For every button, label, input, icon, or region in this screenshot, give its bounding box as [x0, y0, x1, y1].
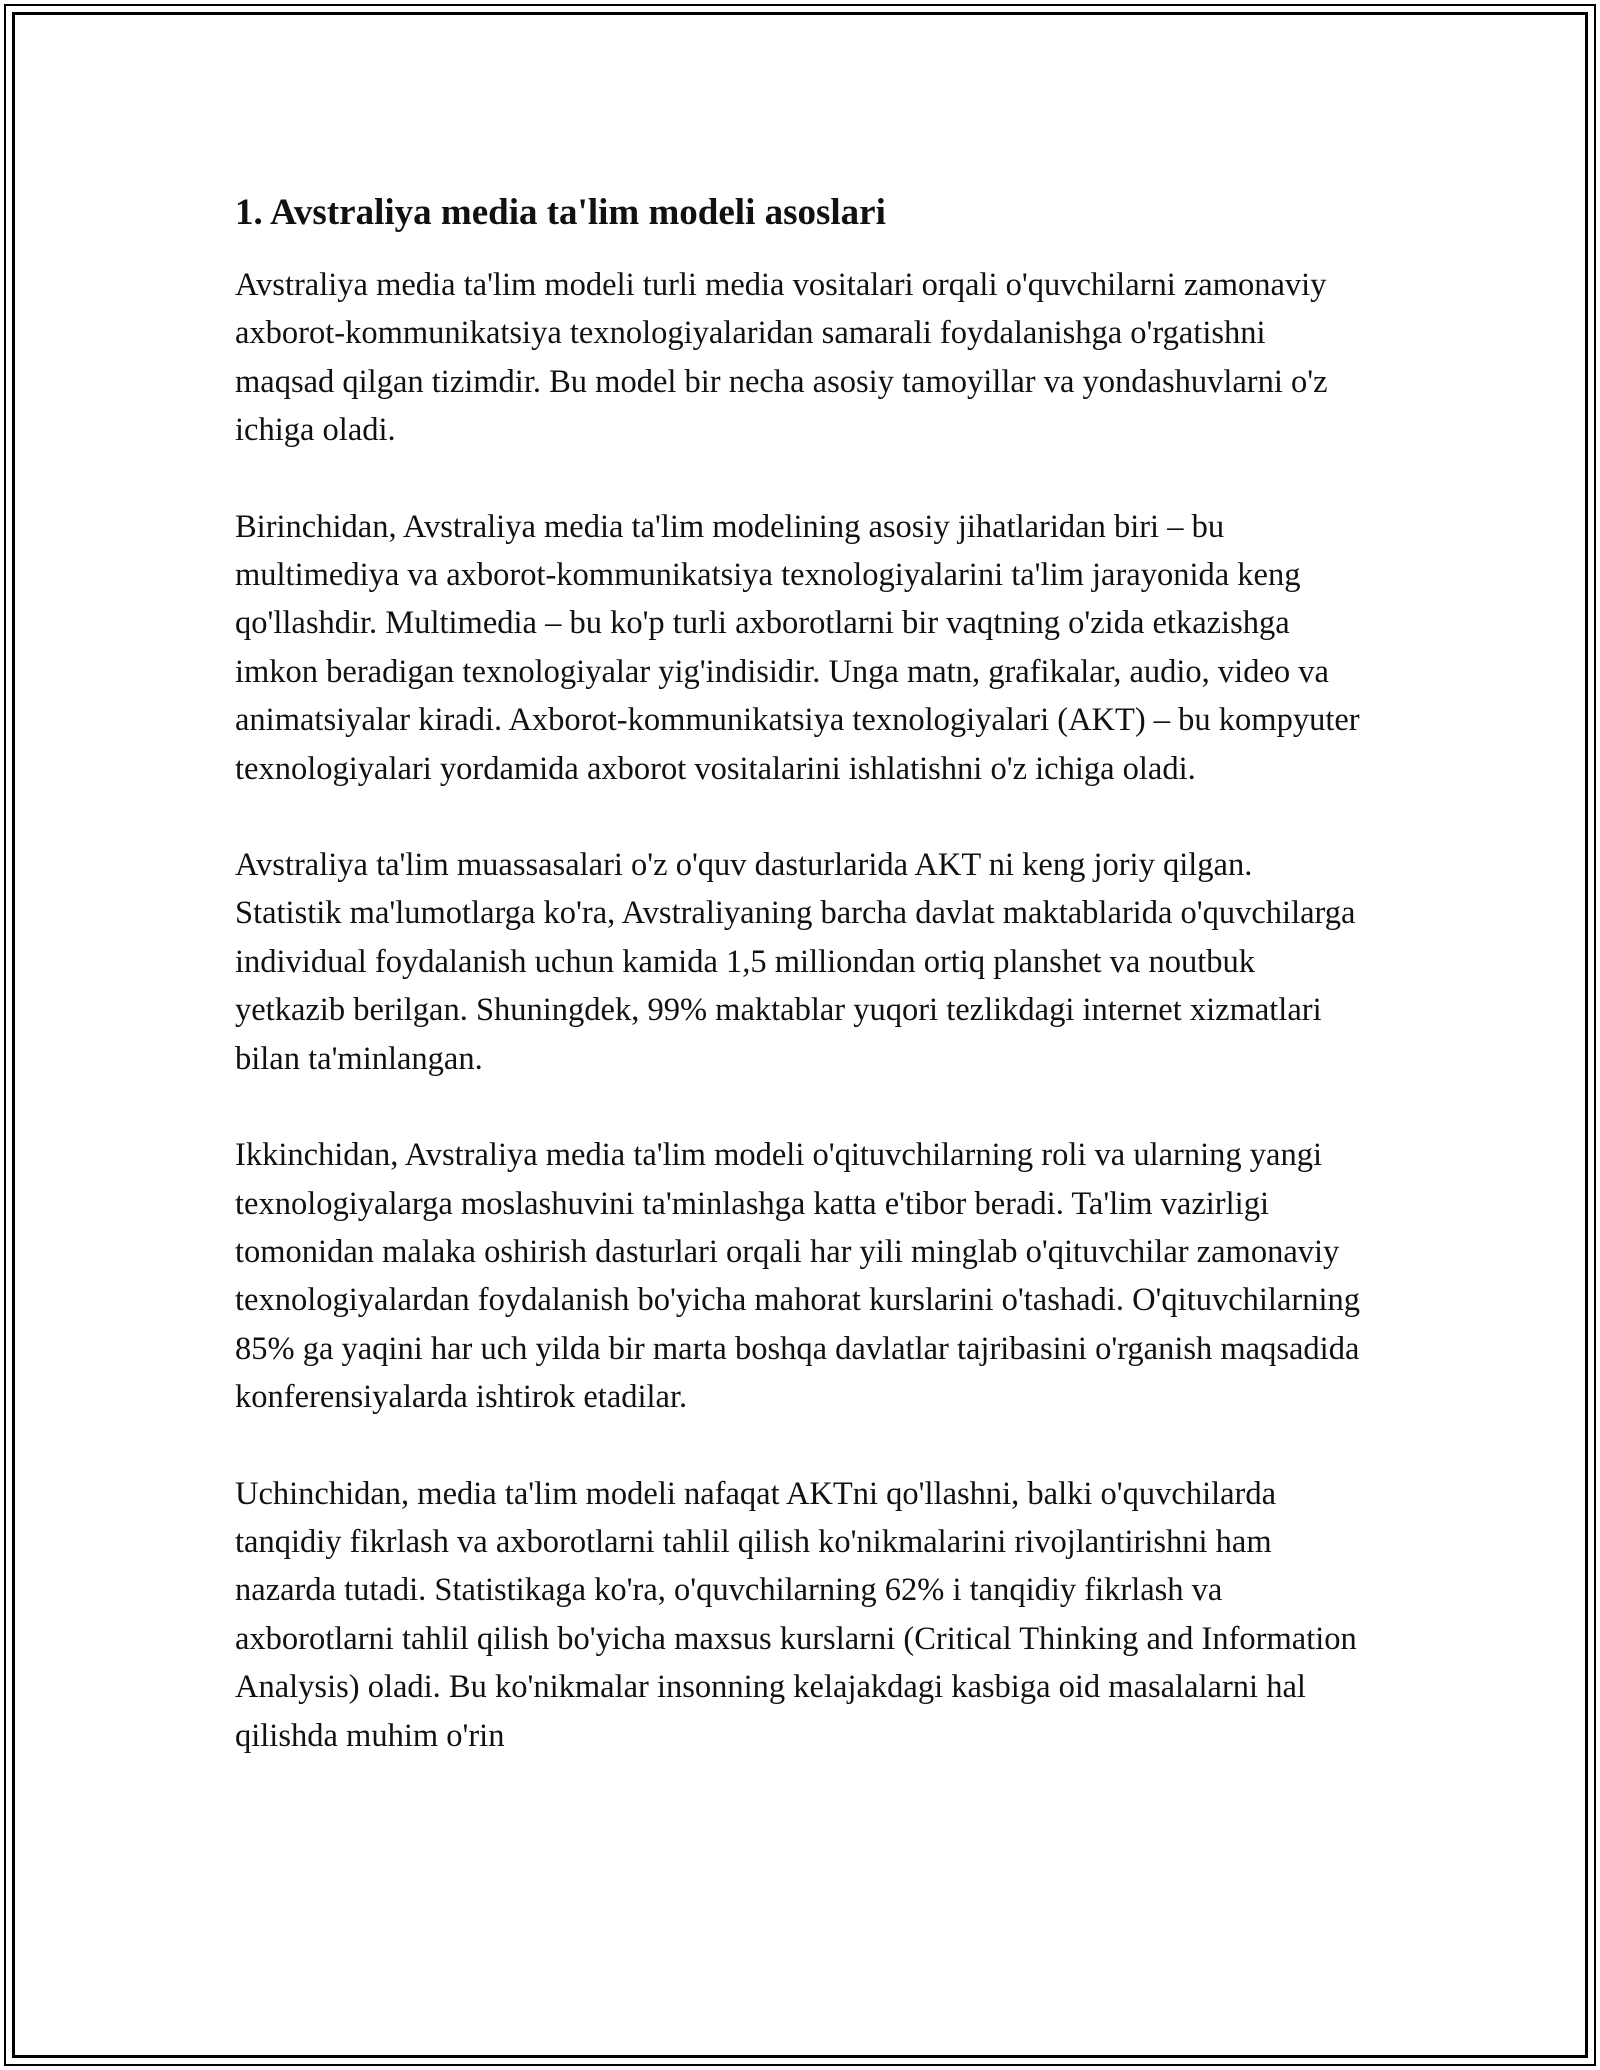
paragraph-ict-statistics: Avstraliya ta'lim muassasalari o'z o'quv dasturlarida AKT ni keng joriy qilgan. Statistik ma'lumotlarga ko'ra, Avstraliyaning barcha davlat maktablarida o'quvchilarga individual foydalanish uchun kamida 1,5 milliondan ortiq planshet va noutbuk yetkazib berilgan. Shuningdek, 99% maktablar yuqori tezlikdagi internet xizmatlari bilan ta'minlangan.: [235, 847, 1356, 1077]
paragraph-intro: Avstraliya media ta'lim modeli turli media vositalari orqali o'quvchilarni zamonaviy axborot-kommunikatsiya texnologiyalaridan samarali foydalanishga o'rgatishni maqsad qilgan tizimdir. Bu model bir necha asosiy tamoyillar va yondashuvlarni o'z ichiga oladi.: [235, 267, 1328, 449]
paragraph-second-point: Ikkinchidan, Avstraliya media ta'lim modeli o'qituvchilarning roli va ularning yangi texnologiyalarga moslashuvini ta'minlashga katta e'tibor beradi. Ta'lim vazirligi tomonidan malaka oshirish dasturlari orqali har yili minglab o'qituvchilar zamonaviy texnologiyalardan foydalanish bo'yicha mahorat kurslarini o'tashadi. O'qituvchilarning 85% ga yaqini har uch yilda bir marta boshqa davlatlar tajribasini o'rganish maqsadida konferensiyalarda ishtirok etadilar.: [235, 1137, 1360, 1416]
document-body: [235, 185, 1365, 1808]
paragraph-third-point: Uchinchidan, media ta'lim modeli nafaqat AKTni qo'llashni, balki o'quvchilarda tanqidiy fikrlash va axborotlarni tahlil qilish ko'nikmalarini rivojlantirishni ham nazarda tutadi. Statistikaga ko'ra, o'quvchilarning 62% i tanqidiy fikrlash va axborotlarni tahlil qilish bo'yicha maxsus kurslarni (Critical Thinking and Information Analysis) oladi. Bu ko'nikmalar insonning kelajakdagi kasbiga oid masalalarni hal qilishda muhim o'rin: [235, 1475, 1357, 1754]
paragraph-first-point: Birinchidan, Avstraliya media ta'lim modelining asosiy jihatlaridan biri – bu multimediya va axborot-kommunikatsiya texnologiyalarini ta'lim jarayonida keng qo'llashdir. Multimedia – bu ko'p turli axborotlarni bir vaqtning o'zida etkazishga imkon beradigan texnologiyalar yig'indisidir. Unga matn, grafikalar, audio, video va animatsiyalar kiradi. Axborot-kommunikatsiya texnologiyalari (AKT) – bu kompyuter texnologiyalari yordamida axborot vositalarini ishlatishni o'z ichiga oladi.: [235, 508, 1360, 787]
section-heading: 1. Avstraliya media ta'lim modeli asoslari: [235, 192, 886, 233]
